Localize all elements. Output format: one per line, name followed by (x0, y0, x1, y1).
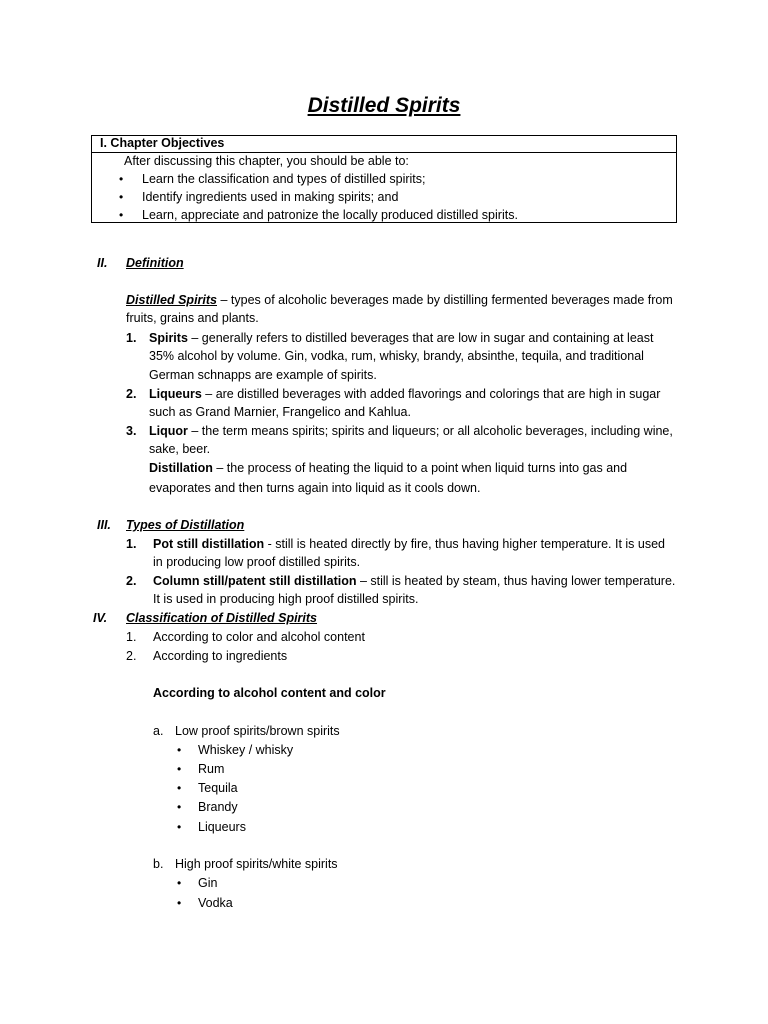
list-item-text: sake, beer. (149, 442, 211, 456)
objective-item: Identify ingredients used in making spirits; and (142, 190, 399, 204)
bullet-icon: • (177, 896, 182, 910)
list-item (153, 574, 675, 589)
list-item: Tequila (198, 781, 238, 795)
list-number: 1. (126, 331, 137, 345)
list-item-text: According to ingredients (153, 649, 288, 663)
group-label: Low proof spirits/brown spirits (175, 724, 340, 738)
bullet-icon: • (177, 876, 182, 890)
list-item-text: – still is heated by steam, thus having lower temperature. (356, 574, 676, 588)
list-number: 2. (126, 649, 137, 663)
group-label: High proof spirits/white spirits (175, 857, 338, 871)
distillation-text-line2: evaporates and then turns again into liquid as it cools down. (149, 481, 481, 495)
list-item-term: Spirits (149, 331, 188, 345)
list-item (149, 387, 660, 402)
bullet-icon: • (177, 820, 182, 834)
list-item-term: Liqueurs (149, 387, 202, 401)
list-item: Whiskey / whisky (198, 743, 294, 757)
objectives-header: I. Chapter Objectives (100, 136, 225, 150)
bullet-icon: • (177, 781, 182, 795)
bullet-icon: • (119, 172, 124, 186)
chapter-objectives-box (91, 135, 677, 223)
distillation-text: – the process of heating the liquid to a point when liquid turns into gas and (212, 461, 628, 475)
list-item-text: in producing low proof distilled spirits. (153, 555, 361, 569)
section-numeral: III. (97, 518, 111, 532)
list-item-text: such as Grand Marnier, Frangelico and Kahlua. (149, 405, 411, 419)
subheading: According to alcohol content and color (153, 686, 386, 700)
list-item (153, 537, 665, 552)
definition-text-line2: fruits, grains and plants. (126, 311, 259, 325)
bullet-icon: • (119, 208, 124, 222)
section-heading-classification: Classification of Distilled Spirits (126, 611, 318, 625)
box-divider (92, 152, 676, 153)
list-item (149, 331, 653, 346)
objective-item: Learn the classification and types of distilled spirits; (142, 172, 426, 186)
bullet-icon: • (177, 743, 182, 757)
list-item-text: It is used in producing high proof distilled spirits. (153, 592, 419, 606)
list-item-text: – the term means spirits; spirits and liqueurs; or all alcoholic beverages, including wine, (187, 424, 673, 438)
list-item (149, 424, 673, 439)
section-heading-definition: Definition (126, 256, 184, 270)
list-item-text: – generally refers to distilled beverages that are low in sugar and containing at least (187, 331, 654, 345)
list-number: 2. (126, 387, 137, 401)
section-numeral: IV. (93, 611, 108, 625)
section-numeral: II. (97, 256, 108, 270)
list-item-term: Pot still distillation (153, 537, 265, 551)
list-item: Gin (198, 876, 218, 890)
objectives-intro: After discussing this chapter, you should be able to: (124, 154, 409, 168)
objective-item: Learn, appreciate and patronize the locally produced distilled spirits. (142, 208, 518, 222)
bullet-icon: • (177, 800, 182, 814)
list-number: 1. (126, 537, 137, 551)
list-item: Rum (198, 762, 225, 776)
list-number: 3. (126, 424, 137, 438)
definition-term: Distilled Spirits (126, 293, 217, 307)
list-item: Vodka (198, 896, 233, 910)
page-title: Distilled Spirits (307, 94, 461, 117)
definition-paragraph (126, 293, 673, 308)
group-letter: a. (153, 724, 164, 738)
list-item-text: – are distilled beverages with added flavorings and colorings that are high in sugar (201, 387, 661, 401)
bullet-icon: • (119, 190, 124, 204)
list-item-text: According to color and alcohol content (153, 630, 365, 644)
distillation-term: Distillation (149, 461, 213, 475)
list-item-text: German schnapps are example of spirits. (149, 368, 377, 382)
distillation-definition (149, 461, 627, 476)
section-heading-types: Types of Distillation (126, 518, 245, 532)
list-item-term: Liquor (149, 424, 188, 438)
definition-text: – types of alcoholic beverages made by distilling fermented beverages made from (217, 293, 673, 307)
list-item-term: Column still/patent still distillation (153, 574, 357, 588)
list-item-text: - still is heated directly by fire, thus having higher temperature. It is used (264, 537, 666, 551)
group-letter: b. (153, 857, 164, 871)
list-item: Liqueurs (198, 820, 246, 834)
list-item: Brandy (198, 800, 238, 814)
bullet-icon: • (177, 762, 182, 776)
list-number: 2. (126, 574, 137, 588)
list-item-text: 35% alcohol by volume. Gin, vodka, rum, whisky, brandy, absinthe, tequila, and traditional (149, 349, 644, 363)
list-number: 1. (126, 630, 137, 644)
